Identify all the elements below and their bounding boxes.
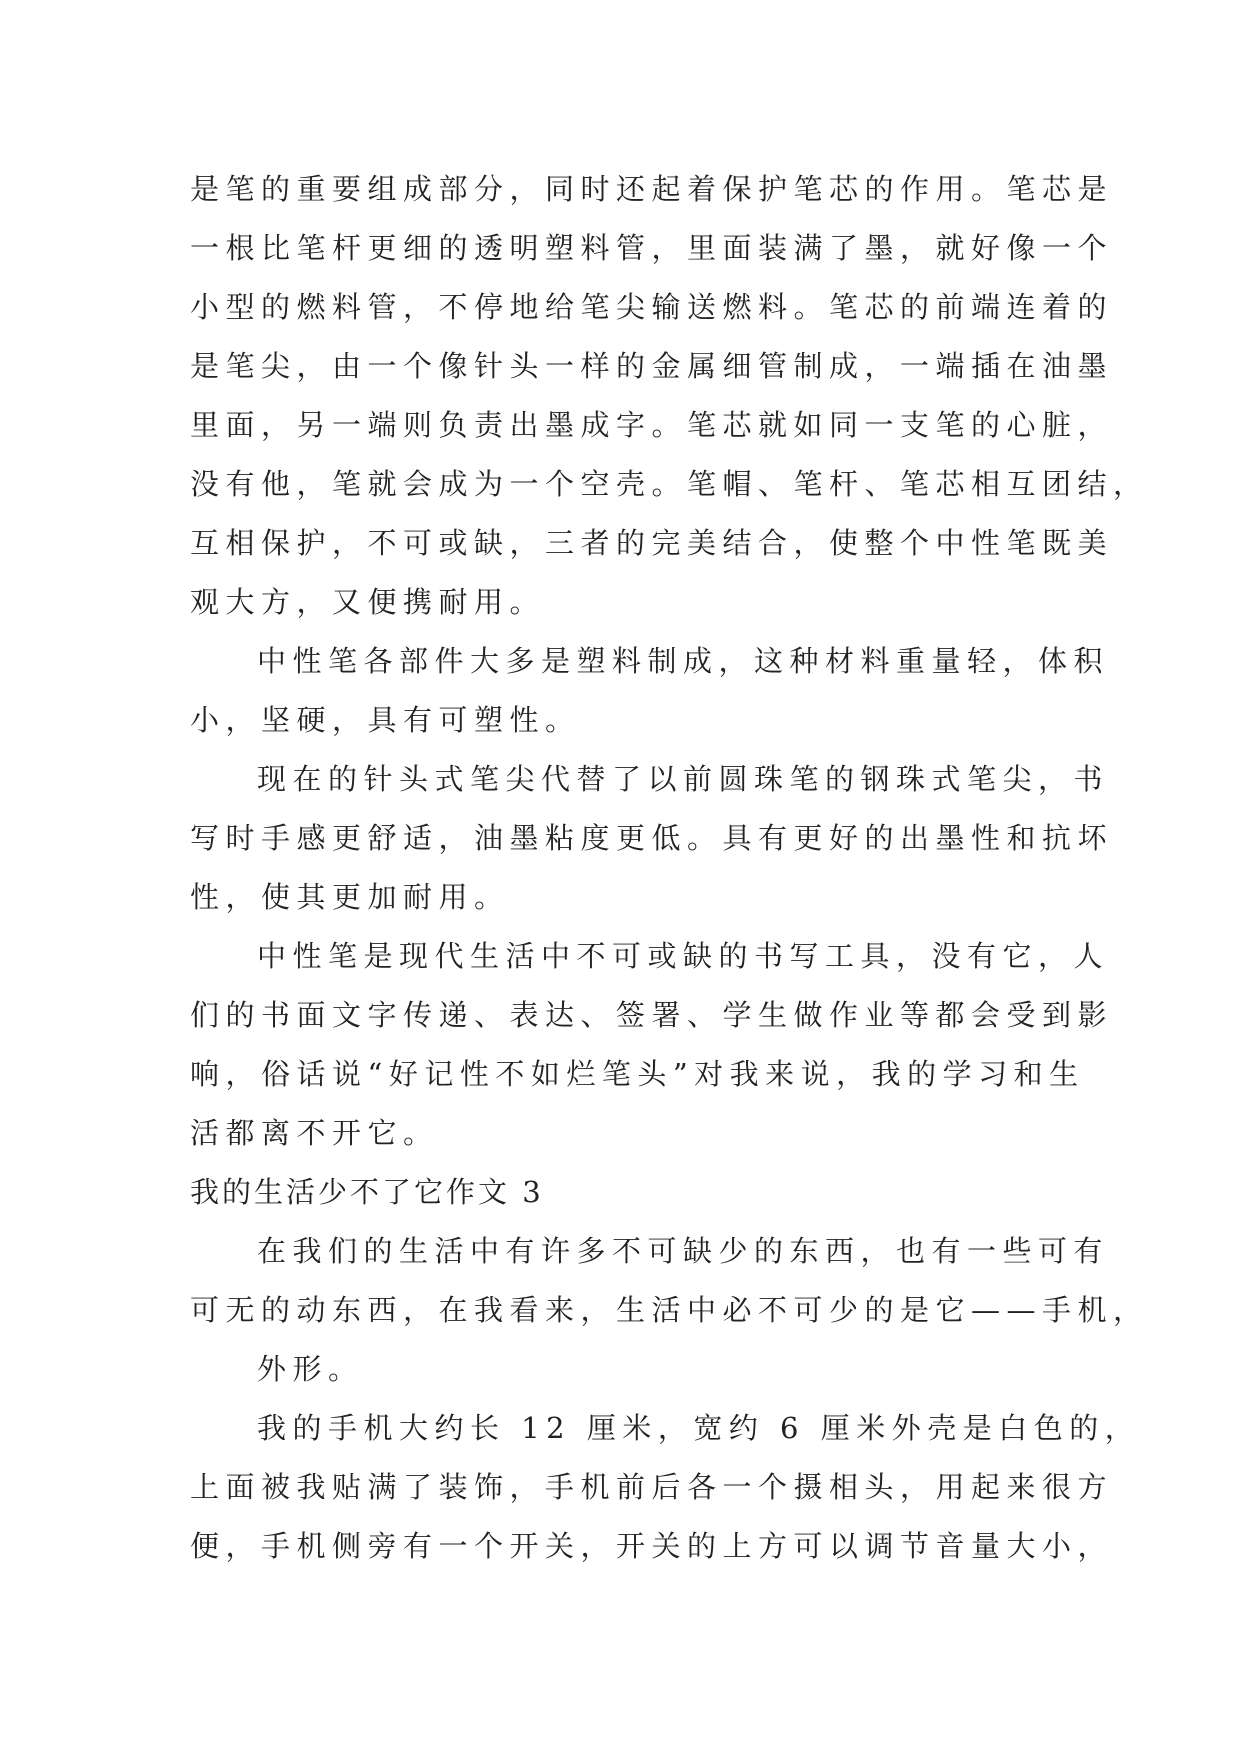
- text-line: 上面被我贴满了装饰，手机前后各一个摄相头，用起来很方: [190, 1470, 1114, 1504]
- text-line: 是笔尖，由一个像针头一样的金属细管制成，一端插在油墨: [190, 349, 1114, 383]
- text-line: 现在的针头式笔尖代替了以前圆珠笔的钢珠式笔尖，书: [257, 762, 1110, 796]
- text-line: 外形。: [257, 1352, 364, 1386]
- text-line: 小型的燃料管，不停地给笔尖输送燃料。笔芯的前端连着的: [190, 290, 1114, 324]
- text-line: 里面，另一端则负责出墨成字。笔芯就如同一支笔的心脏，: [190, 408, 1114, 442]
- text-line: 们的书面文字传递、表达、签署、学生做作业等都会受到影: [190, 998, 1114, 1032]
- text-line: 我的手机大约长 12 厘米，宽约 6 厘米外壳是白色的，: [257, 1411, 1141, 1445]
- text-line: 写时手感更舒适，油墨粘度更低。具有更好的出墨性和抗坏: [190, 821, 1114, 855]
- text-line: 响，俗话说“好记性不如烂笔头”对我来说，我的学习和生: [190, 1057, 1085, 1091]
- text-line: 性，使其更加耐用。: [190, 880, 510, 914]
- document-page: [190, 160, 1149, 1576]
- text-line: 活都离不开它。: [190, 1116, 439, 1150]
- text-line: 可无的动东西，在我看来，生活中必不可少的是它——手机，: [190, 1293, 1149, 1327]
- paragraph-pen-material: [190, 632, 1110, 750]
- text-line: 没有他，笔就会成为一个空壳。笔帽、笔杆、笔芯相互团结，: [190, 467, 1149, 501]
- paragraph-pen-importance: [190, 927, 1114, 1163]
- essay-heading: 我的生活少不了它作文 3: [190, 1175, 544, 1209]
- text-line: 便，手机侧旁有一个开关，开关的上方可以调节音量大小，: [190, 1529, 1114, 1563]
- text-line: 在我们的生活中有许多不可缺少的东西，也有一些可有: [257, 1234, 1110, 1268]
- paragraph-phone-intro: [190, 1222, 1149, 1340]
- paragraph-phone-description: [190, 1399, 1141, 1576]
- text-line: 是笔的重要组成部分，同时还起着保护笔芯的作用。笔芯是: [190, 172, 1114, 206]
- text-line: 中性笔是现代生活中不可或缺的书写工具，没有它，人: [257, 939, 1110, 973]
- text-line: 一根比笔杆更细的透明塑料管，里面装满了墨，就好像一个: [190, 231, 1114, 265]
- text-line: 中性笔各部件大多是塑料制成，这种材料重量轻，体积: [257, 644, 1110, 678]
- text-line: 互相保护，不可或缺，三者的完美结合，使整个中性笔既美: [190, 526, 1114, 560]
- paragraph-pen-refill: [190, 160, 1149, 632]
- text-line: 观大方，又便携耐用。: [190, 585, 546, 619]
- text-line: 小，坚硬，具有可塑性。: [190, 703, 581, 737]
- paragraph-pen-tip: [190, 750, 1114, 927]
- paragraph-phone-shape: [190, 1340, 1050, 1399]
